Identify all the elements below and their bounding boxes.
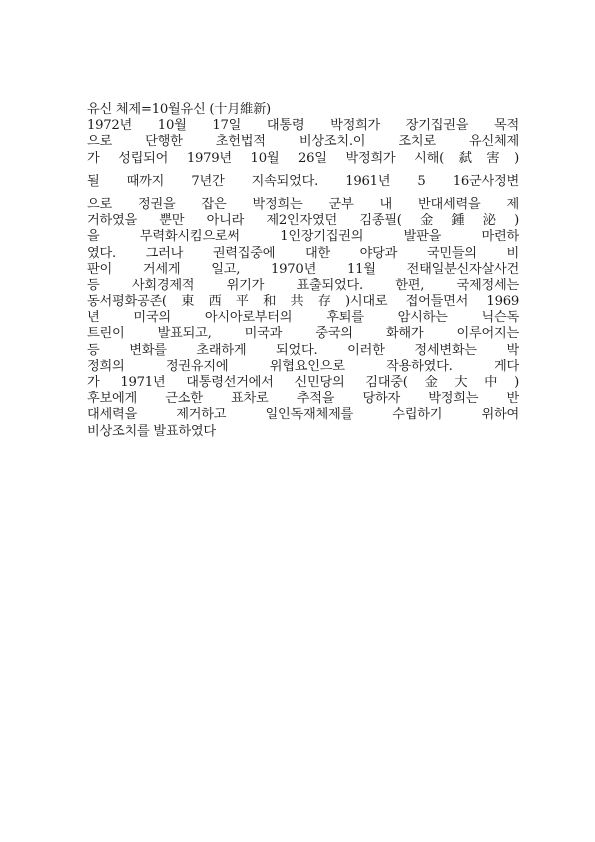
text-line: 년 미국의 아시아로부터의 후퇴를 암시하는 닉슨독 (87, 310, 519, 326)
text-line: 을 무력화시킴으로써 1인장기집권의 발판을 마련하 (87, 229, 519, 245)
text-line: 동서평화공존(東西平和共存)시대로 접어들면서 1969 (87, 294, 519, 310)
document-body (87, 102, 519, 440)
text-line: 가 성립되어 1979년 10월 26일 박정희가 시해(弑害) (87, 150, 519, 166)
text-line: 거하였을 뿐만 아니라 제2인자였던 김종필(金鍾泌) (87, 213, 519, 229)
text-line: 등 사회경제적 위기가 표출되었다. 한편, 국제정세는 (87, 277, 519, 293)
text-line: 1972년 10월 17일 대통령 박정희가 장기집권을 목적 (87, 118, 519, 134)
text-line: 될 때까지 7년간 지속되었다. 1961년 5 16군사정변 (87, 173, 519, 189)
text-line: 가 1971년 대통령선거에서 신민당의 김대중(金大中) (87, 375, 519, 390)
text-line: 대세력을 제거하고 일인독재체제를 수립하기 위하여 (87, 407, 519, 423)
text-line: 으로 정권을 잡은 박정희는 군부 내 반대세력을 제 (87, 196, 519, 212)
text-line: 정희의 정권유지에 위협요인으로 작용하였다. 게다 (87, 358, 519, 374)
text-line: 으로 단행한 초헌법적 비상조치.이 조치로 유신체제 (87, 134, 519, 150)
text-line: 트린이 발표되고, 미국과 중국의 화해가 이루어지는 (87, 326, 519, 342)
text-line: 등 변화를 초래하게 되었다. 이러한 정세변화는 박 (87, 342, 519, 358)
text-line: 였다. 그러나 권력집중에 대한 야당과 국민들의 비 (87, 245, 519, 261)
text-line: 판이 거세게 일고, 1970년 11월 전태일분신자살사건 (87, 261, 519, 277)
text-line: 후보에게 근소한 표차로 추적을 당하자 박정희는 반 (87, 391, 519, 407)
document-heading: 유신 체제=10월유신 (十月維新) (87, 102, 271, 117)
text-line: 비상조치를 발표하였다 (87, 423, 216, 439)
